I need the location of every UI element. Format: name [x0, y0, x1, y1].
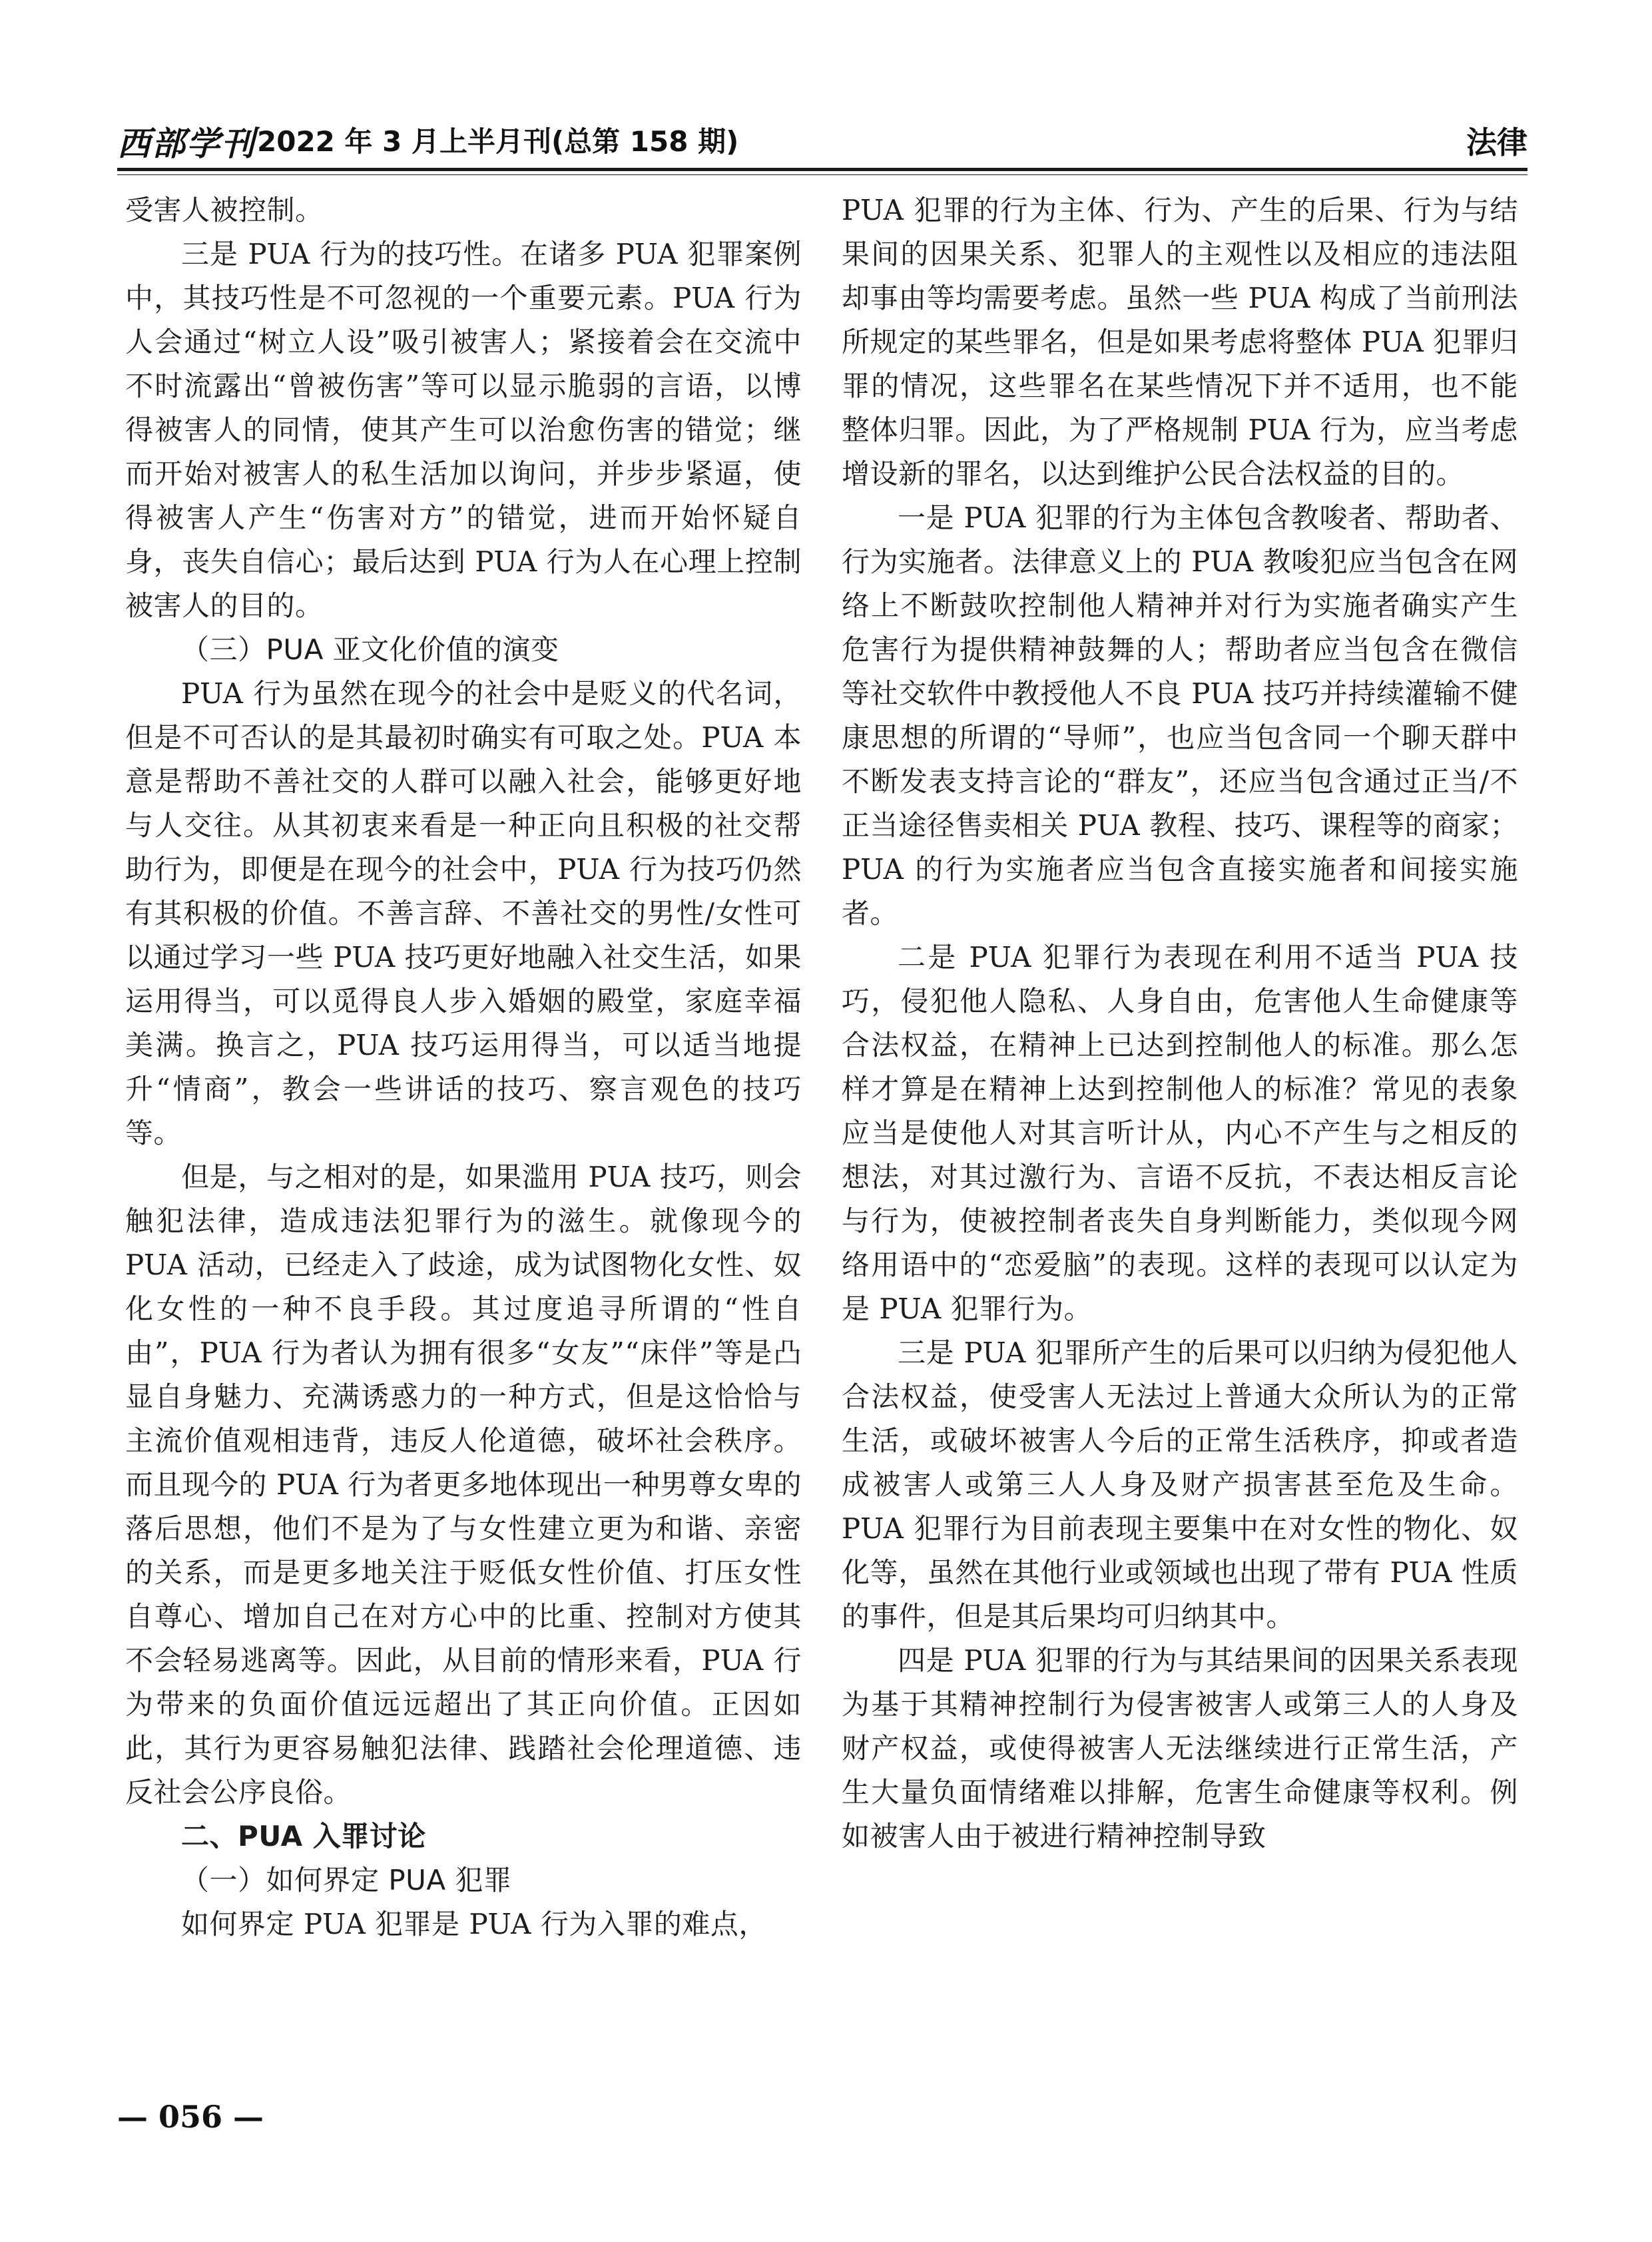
- section-heading: 二、PUA 入罪讨论: [181, 1820, 426, 1852]
- header-rule-thick: [117, 168, 1527, 171]
- left-column: [125, 188, 802, 2113]
- paragraph: 但是，与之相对的是，如果滥用 PUA 技巧，则会触犯法律，造成违法犯罪行为的滋生。就像现今的 PUA 活动，已经走入了歧途，成为试图物化女性、奴化女性的一种不良手段。其过度追寻所谓的“性自由”，PUA 行为者认为拥有很多“女友”“床伴”等是凸显自身魅力、充满诱惑力的一种方式，但是这恰恰与主流价值观相违背，违反人伦道德，破坏社会秩序。而且现今的 PUA 行为者更多地体现出一种男尊女卑的落后思想，他们不是为了与女性建立更为和谐、亲密的关系，而是更多地关注于贬低女性价值、打压女性自尊心、增加自己在对方心中的比重、控制对方使其不会轻易逃离等。因此，从目前的情形来看，PUA 行为带来的负面价值远远超出了其正向价值。正因如此，其行为更容易触犯法律、践踏社会伦理道德、违反社会公序良俗。: [125, 1161, 802, 1809]
- journal-logo: 西部学刊: [117, 124, 256, 163]
- paragraph: 三是 PUA 犯罪所产生的后果可以归纳为侵犯他人合法权益，使受害人无法过上普通大众所认为的正常生活，或破坏被害人今后的正常生活秩序，抑或者造成被害人或第三人人身及财产损害甚至危及生命。PUA 犯罪行为目前表现主要集中在对女性的物化、奴化等，虽然在其他行业或领域也出现了带有 PUA 性质的事件，但是其后果均可归纳其中。: [842, 1336, 1518, 1633]
- paragraph-continued: 受害人被控制。: [125, 194, 324, 226]
- paragraph: 三是 PUA 行为的技巧性。在诸多 PUA 犯罪案例中，其技巧性是不可忽视的一个重要元素。PUA 行为人会通过“树立人设”吸引被害人；紧接着会在交流中不时流露出“曾被伤害”等可以显示脆弱的言语，以博得被害人的同情，使其产生可以治愈伤害的错觉；继而开始对被害人的私生活加以询问，并步步紧逼，使得被害人产生“伤害对方”的错觉，进而开始怀疑自身，丧失自信心；最后达到 PUA 行为人在心理上控制被害人的目的。: [125, 238, 802, 622]
- subheading: （三）PUA 亚文化价值的演变: [181, 633, 559, 666]
- paragraph: PUA 行为虽然在现今的社会中是贬义的代名词，但是不可否认的是其最初时确实有可取之处。PUA 本意是帮助不善社交的人群可以融入社会，能够更好地与人交往。从其初衷来看是一种正向且积极的社交帮助行为，即便是在现今的社会中，PUA 行为技巧仍然有其积极的价值。不善言辞、不善社交的男性/女性可以通过学习一些 PUA 技巧更好地融入社交生活，如果运用得当，可以觅得良人步入婚姻的殿堂，家庭幸福美满。换言之，PUA 技巧运用得当，可以适当地提升“情商”，教会一些讲话的技巧、察言观色的技巧等。: [125, 677, 802, 1149]
- right-column: [842, 188, 1518, 2113]
- page-number: — 056 —: [117, 2099, 264, 2135]
- header-rule-thin: [117, 174, 1527, 175]
- issue-info: 2022 年 3 月上半月刊(总第 158 期): [257, 125, 739, 158]
- paragraph: 二是 PUA 犯罪行为表现在利用不适当 PUA 技巧，侵犯他人隐私、人身自由，危害他人生命健康等合法权益，在精神上已达到控制他人的标准。那么怎样才算是在精神上达到控制他人的标准？常见的表象应当是使他人对其言听计从，内心不产生与之相反的想法，对其过激行为、言语不反抗，不表达相反言论与行为，使被控制者丧失自身判断能力，类似现今网络用语中的“恋爱脑”的表现。这样的表现可以认定为是 PUA 犯罪行为。: [842, 941, 1518, 1325]
- paragraph: 四是 PUA 犯罪的行为与其结果间的因果关系表现为基于其精神控制行为侵害被害人或第三人的人身及财产权益，或使得被害人无法继续进行正常生活，产生大量负面情绪难以排解，危害生命健康等权利。例如被害人由于被进行精神控制导致: [842, 1644, 1518, 1852]
- running-header: [117, 115, 1527, 162]
- paragraph-continued: PUA 犯罪的行为主体、行为、产生的后果、行为与结果间的因果关系、犯罪人的主观性以及相应的违法阻却事由等均需要考虑。虽然一些 PUA 构成了当前刑法所规定的某些罪名，但是如果考虑将整体 PUA 犯罪归罪的情况，这些罪名在某些情况下并不适用，也不能整体归罪。因此，为了严格规制 PUA 行为，应当考虑增设新的罪名，以达到维护公民合法权益的目的。: [842, 194, 1518, 490]
- section-label: 法律: [1466, 125, 1527, 160]
- subheading: （一）如何界定 PUA 犯罪: [181, 1864, 512, 1896]
- paragraph: 如何界定 PUA 犯罪是 PUA 行为入罪的难点，: [181, 1908, 767, 1940]
- paragraph: 一是 PUA 犯罪的行为主体包含教唆者、帮助者、行为实施者。法律意义上的 PUA 教唆犯应当包含在网络上不断鼓吹控制他人精神并对行为实施者确实产生危害行为提供精神鼓舞的人；帮助者应当包含在微信等社交软件中教授他人不良 PUA 技巧并持续灌输不健康思想的所谓的“导师”，也应当包含同一个聊天群中不断发表支持言论的“群友”，还应当包含通过正当/不正当途径售卖相关 PUA 教程、技巧、课程等的商家；PUA 的行为实施者应当包含直接实施者和间接实施者。: [842, 501, 1518, 930]
